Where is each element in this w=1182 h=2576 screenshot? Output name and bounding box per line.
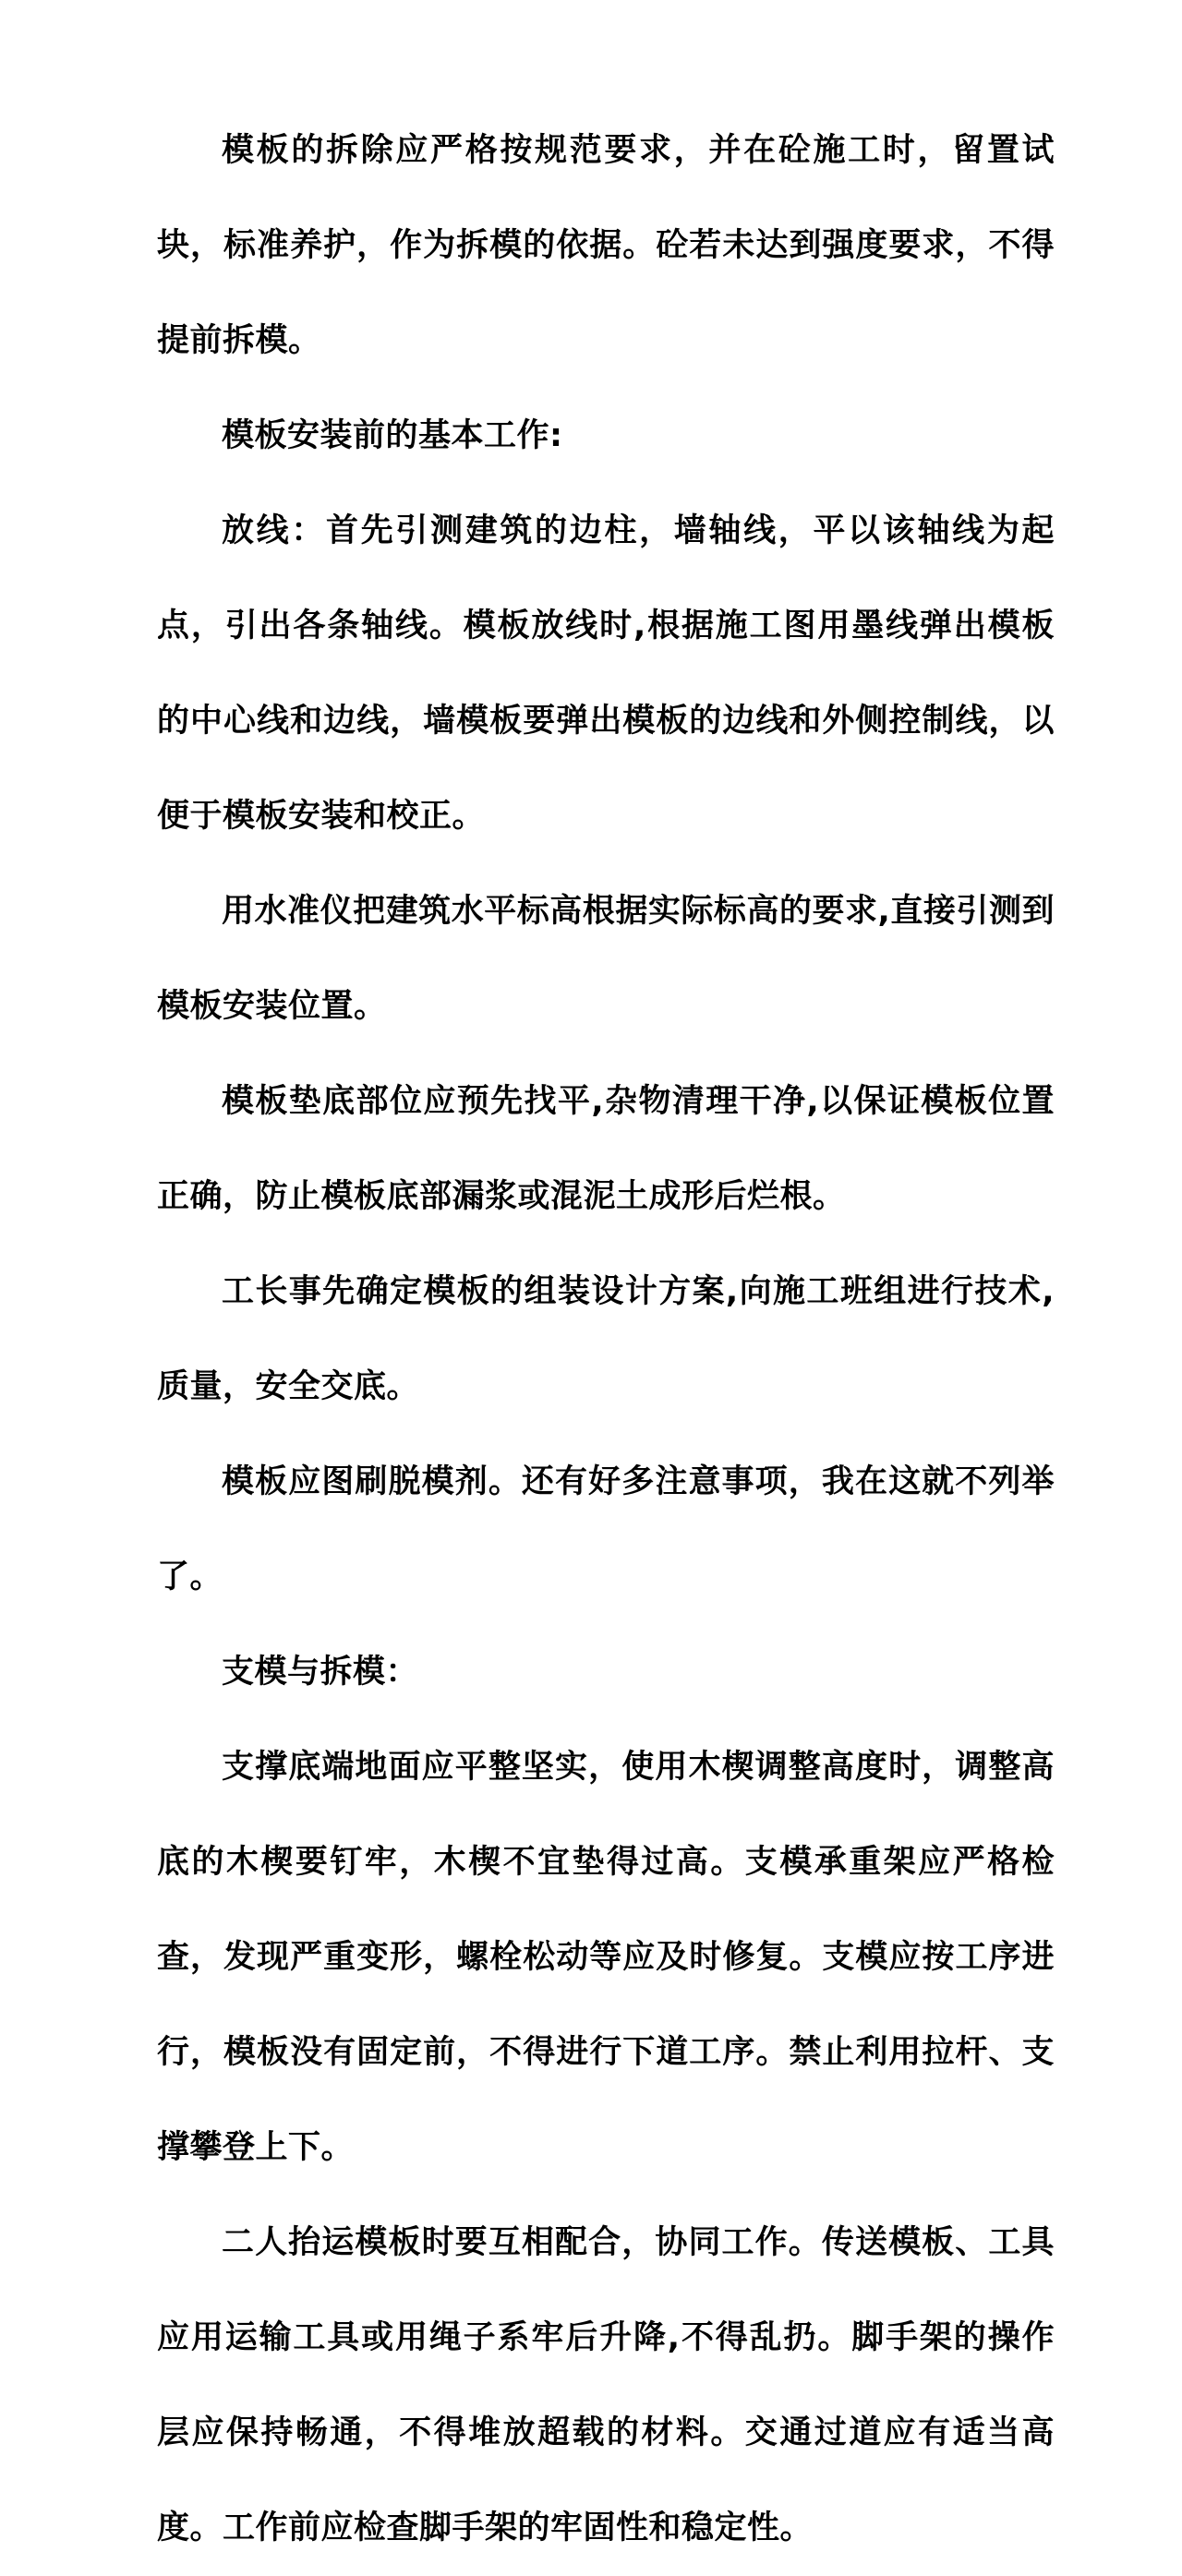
document-body (157, 103, 1055, 2576)
paragraph-demolding-rules: 模板的拆除应严格按规范要求，并在砼施工时，留置试块，标准养护，作为拆模的依据。砼若未达到强度要求，不得提前拆模。 (157, 132, 1055, 359)
paragraph-leveling: 用水准仪把建筑水平标高根据实际标高的要求,直接引测到模板安装位置。 (157, 893, 1055, 1025)
paragraph-support-rules: 支撑底端地面应平整坚实，使用木楔调整高度时，调整高底的木楔要钉牢，木楔不宜垫得过高。支模承重架应严格检查，发现严重变形，螺栓松动等应及时修复。支模应按工序进行，模板没有固定前，不得进行下道工序。禁止利用拉杆、支撑攀登上下。 (157, 1749, 1055, 2166)
paragraph-carrying-rules: 二人抬运模板时要互相配合，协同工作。传送模板、工具应用运输工具或用绳子系牢后升降,不得乱扔。脚手架的操作层应保持畅通，不得堆放超载的材料。交通过道应有适当高度。工作前应检查脚手架的牢固性和稳定性。 (157, 2224, 1055, 2546)
paragraph-foreman-plan: 工长事先确定模板的组装设计方案,向施工班组进行技术,质量，安全交底。 (157, 1273, 1055, 1405)
paragraph-pre-install-title: 模板安装前的基本工作: (222, 417, 563, 454)
paragraph-release-agent: 模板应图刷脱模剂。还有好多注意事项，我在这就不列举了。 (157, 1463, 1055, 1595)
paragraph-support-title: 支模与拆模： (222, 1654, 419, 1691)
paragraph-base-cleaning: 模板垫底部位应预先找平,杂物清理干净,以保证模板位置正确，防止模板底部漏浆或混泥土成形后烂根。 (157, 1083, 1055, 1215)
paragraph-line-layout: 放线：首先引测建筑的边柱，墙轴线，平以该轴线为起点，引出各条轴线。模板放线时,根据施工图用墨线弹出模板的中心线和边线，墙模板要弹出模板的边线和外侧控制线，以便于模板安装和校正。 (157, 512, 1055, 835)
